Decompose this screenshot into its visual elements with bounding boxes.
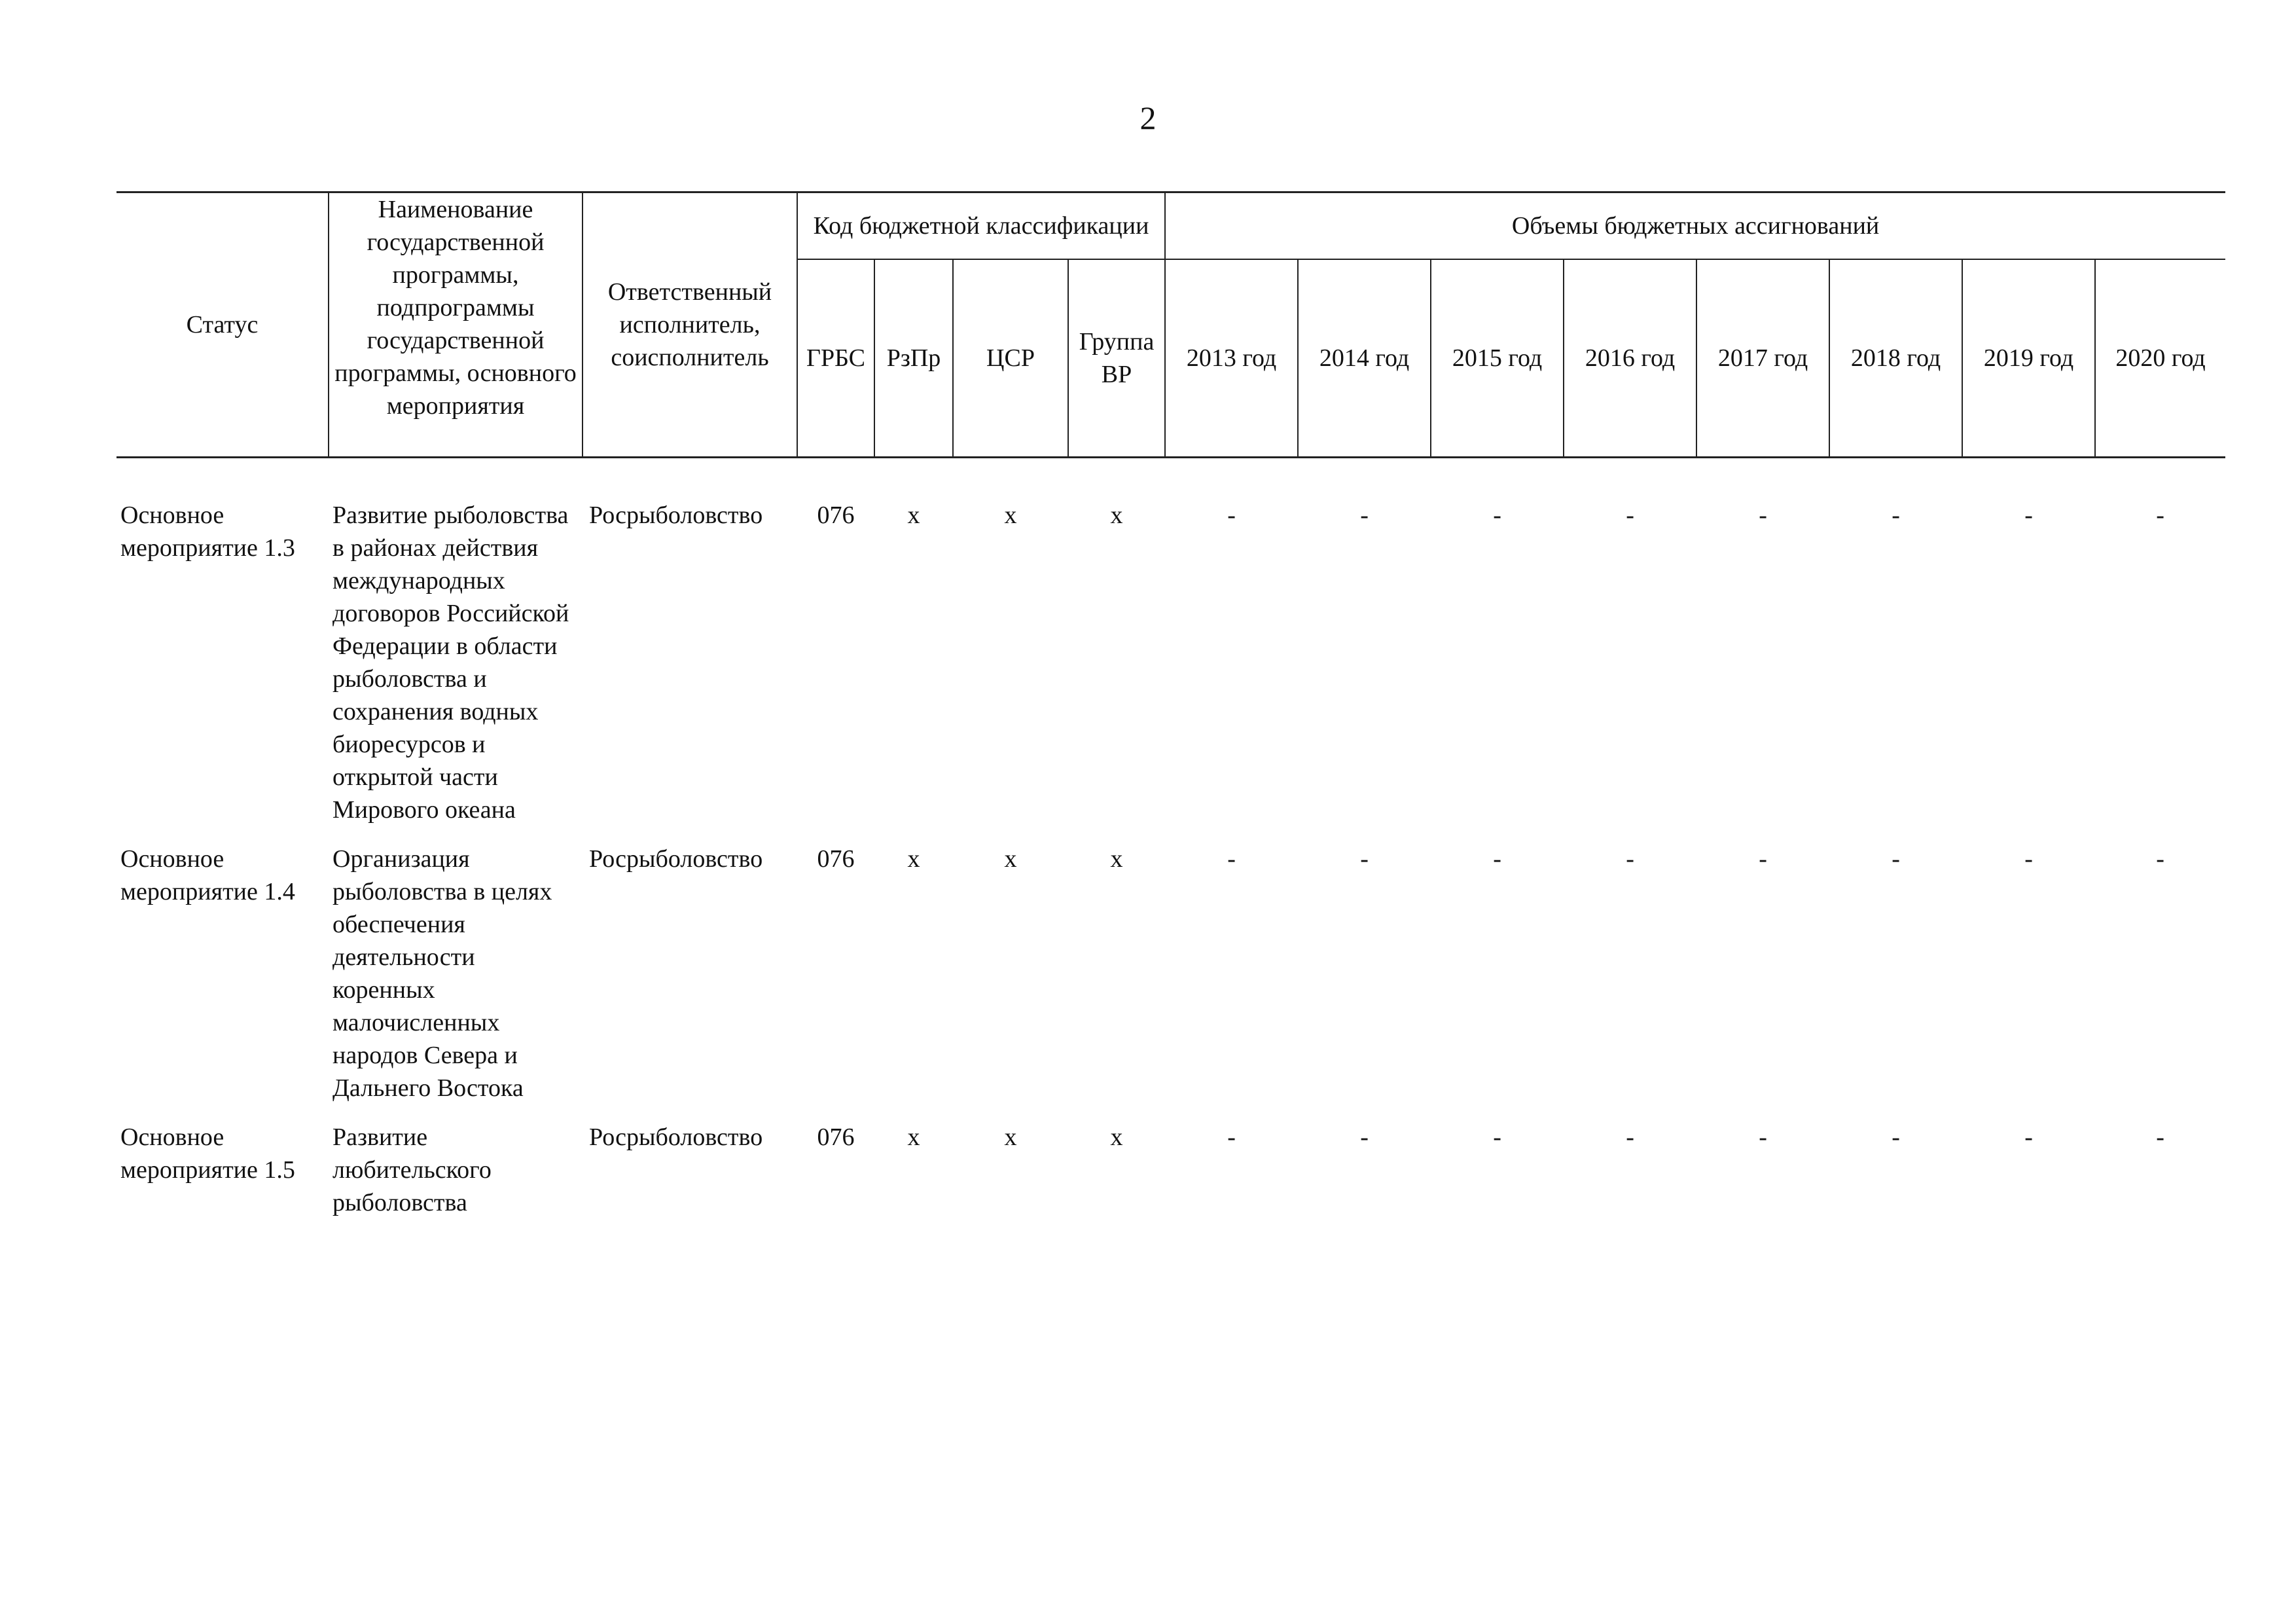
row-code-rzpr: х — [907, 845, 920, 873]
row-value: - — [1626, 501, 1634, 529]
row-executor: Росрыболовство — [589, 501, 763, 529]
row-value: - — [2024, 1123, 2033, 1151]
row-value: - — [1892, 845, 1900, 873]
row-status: Основное мероприятие 1.4 — [120, 845, 295, 905]
row-code-vr: х — [1110, 845, 1123, 873]
row-code-rzpr: х — [907, 1123, 920, 1151]
row-name: Развитие любительского рыболовства — [332, 1123, 492, 1216]
row-code-tssr: х — [1004, 845, 1017, 873]
header-code-grbs: ГРБС — [797, 259, 874, 458]
row-value: - — [1360, 1123, 1369, 1151]
row-value: - — [1360, 845, 1369, 873]
row-code-rzpr: х — [907, 501, 920, 529]
row-code-tssr: х — [1004, 1123, 1017, 1151]
row-value: - — [1227, 1123, 1236, 1151]
row-code-tssr: х — [1004, 501, 1017, 529]
header-executor: Ответственный исполнитель, соисполнитель — [583, 192, 797, 458]
header-name: Наименование государственной программы, подпрограммы государственной программы, основного мероприятия — [329, 192, 583, 458]
header-volumes: Объемы бюджетных ассигнований — [1165, 192, 2225, 260]
row-value: - — [1227, 845, 1236, 873]
row-code-grbs: 076 — [817, 845, 855, 873]
row-name: Организация рыболовства в целях обеспечения деятельности коренных малочисленных народов Севера и Дальнего Востока — [332, 845, 552, 1102]
row-value: - — [2024, 501, 2033, 529]
row-value: - — [2156, 1123, 2164, 1151]
row-value: - — [1892, 1123, 1900, 1151]
header-year: 2020 год — [2095, 259, 2225, 458]
header-year: 2015 год — [1431, 259, 1564, 458]
row-value: - — [1493, 501, 1501, 529]
row-value: - — [1493, 845, 1501, 873]
header-year: 2013 год — [1165, 259, 1298, 458]
table-row — [117, 1121, 2225, 1235]
header-budget-code: Код бюджетной классификации — [797, 192, 1165, 260]
row-value: - — [1759, 501, 1767, 529]
header-year: 2019 год — [1962, 259, 2095, 458]
table-body — [117, 458, 2225, 1236]
row-value: - — [2024, 845, 2033, 873]
row-value: - — [1892, 501, 1900, 529]
header-year: 2018 год — [1829, 259, 1962, 458]
row-code-grbs: 076 — [817, 1123, 855, 1151]
row-value: - — [1626, 1123, 1634, 1151]
header-code-tssr: ЦСР — [953, 259, 1068, 458]
row-name: Развитие рыболовства в районах действия международных договоров Российской Федерации в области рыболовства и сохранения водных биоресурсов и открытой части Мирового океана — [332, 501, 569, 824]
header-status: Статус — [117, 192, 329, 458]
budget-table — [117, 191, 2225, 1235]
table-header — [117, 192, 2225, 458]
header-year: 2014 год — [1298, 259, 1431, 458]
row-value: - — [1759, 1123, 1767, 1151]
header-code-rzpr: РзПр — [874, 259, 953, 458]
header-year: 2016 год — [1564, 259, 1696, 458]
row-value: - — [1493, 1123, 1501, 1151]
header-year: 2017 год — [1696, 259, 1829, 458]
table-row — [117, 843, 2225, 1121]
row-value: - — [1759, 845, 1767, 873]
row-code-vr: х — [1110, 501, 1123, 529]
row-code-grbs: 076 — [817, 501, 855, 529]
row-executor: Росрыболовство — [589, 845, 763, 873]
header-code-vr: Группа ВР — [1068, 259, 1165, 458]
row-code-vr: х — [1110, 1123, 1123, 1151]
row-value: - — [2156, 501, 2164, 529]
row-value: - — [1227, 501, 1236, 529]
row-value: - — [1360, 501, 1369, 529]
row-value: - — [2156, 845, 2164, 873]
row-executor: Росрыболовство — [589, 1123, 763, 1151]
table-row — [117, 499, 2225, 843]
row-status: Основное мероприятие 1.5 — [120, 1123, 295, 1184]
page-number: 2 — [1139, 100, 1157, 136]
row-value: - — [1626, 845, 1634, 873]
row-status: Основное мероприятие 1.3 — [120, 501, 295, 562]
